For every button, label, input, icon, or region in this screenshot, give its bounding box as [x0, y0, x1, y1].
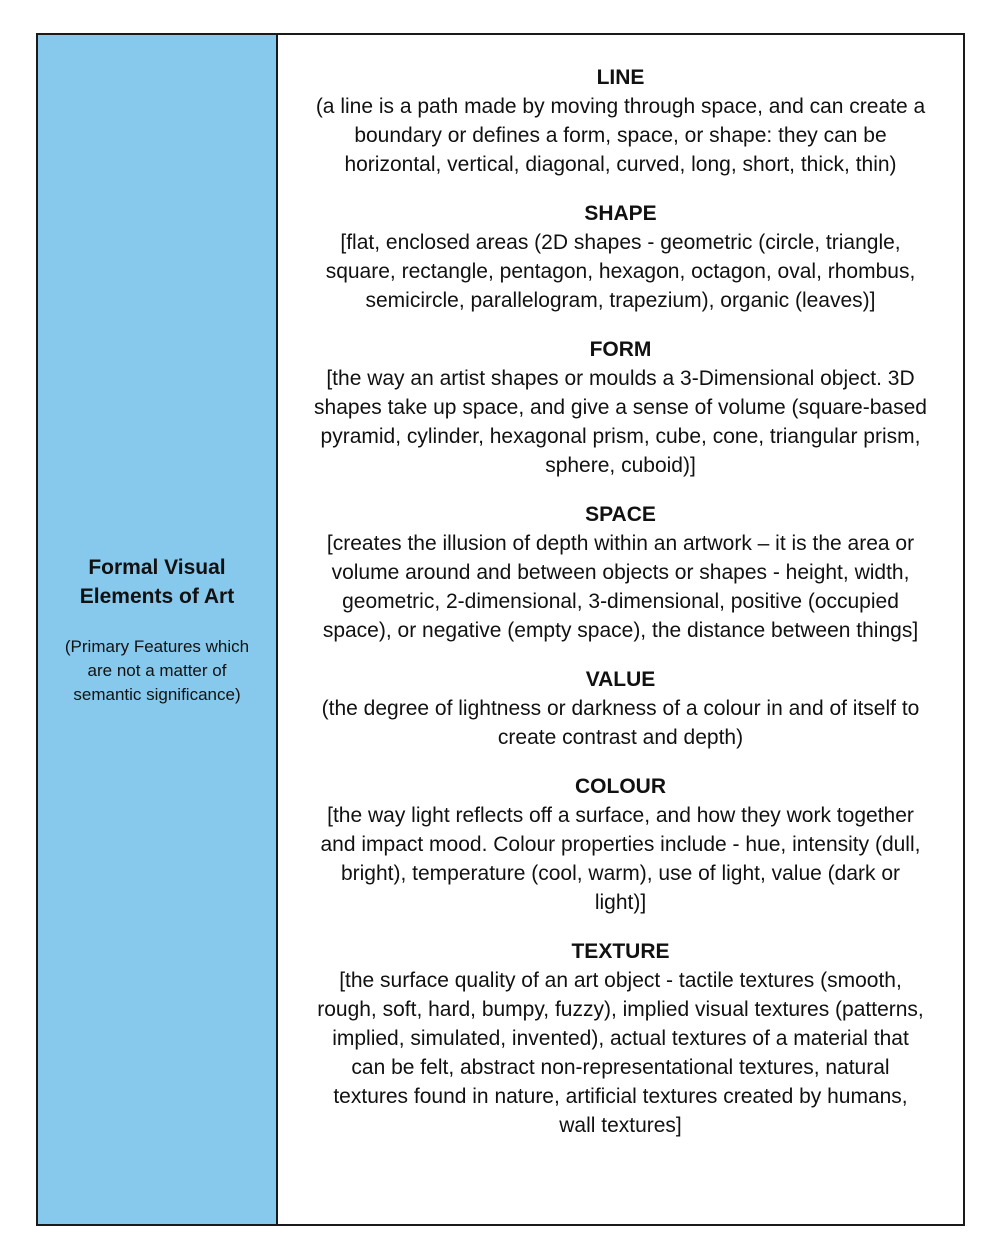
element-description	[288, 529, 953, 645]
element-name: FORM	[589, 338, 652, 361]
description-line: [the surface quality of an art object - tactile textures (smooth,	[339, 969, 902, 992]
description-line: space), or negative (empty space), the distance between things]	[322, 619, 919, 642]
description-line: [the way an artist shapes or moulds a 3-Dimensional object. 3D	[326, 367, 915, 390]
category-subtitle-line: are not a matter of	[87, 660, 227, 680]
description-line: rough, soft, hard, bumpy, fuzzy), implied visual textures (patterns,	[317, 998, 924, 1021]
element-line	[288, 63, 953, 179]
description-line: create contrast and depth)	[497, 726, 744, 749]
element-texture	[288, 937, 953, 1140]
element-description	[288, 694, 953, 752]
element-form	[288, 335, 953, 480]
category-subtitle-line: semantic significance)	[73, 684, 241, 704]
description-line: (the degree of lightness or darkness of a colour in and of itself to	[321, 697, 920, 720]
description-line: light)]	[594, 891, 647, 914]
description-line: can be felt, abstract non-representational textures, natural	[351, 1056, 890, 1079]
category-title	[80, 553, 234, 611]
description-line: boundary or defines a form, space, or shape: they can be	[354, 124, 887, 147]
description-line: (a line is a path made by moving through space, and can create a	[315, 95, 926, 118]
element-description	[288, 364, 953, 480]
element-description	[288, 92, 953, 179]
category-cell	[38, 35, 278, 1224]
element-description	[288, 228, 953, 315]
description-line: textures found in nature, artificial textures created by humans,	[333, 1085, 908, 1108]
element-name: COLOUR	[575, 775, 666, 798]
elements-list	[278, 35, 963, 1224]
element-shape	[288, 199, 953, 315]
category-title-line: Formal Visual	[88, 555, 226, 579]
element-description	[288, 966, 953, 1140]
element-name: SPACE	[585, 503, 656, 526]
category-subtitle-line: (Primary Features which	[64, 636, 250, 656]
element-description	[288, 801, 953, 917]
category-subtitle	[65, 635, 249, 707]
description-line: shapes take up space, and give a sense of volume (square-based	[314, 396, 927, 419]
description-line: pyramid, cylinder, hexagonal prism, cube, cone, triangular prism,	[320, 425, 921, 448]
description-line: and impact mood. Colour properties include - hue, intensity (dull,	[320, 833, 921, 856]
element-colour	[288, 772, 953, 917]
element-name: SHAPE	[584, 202, 657, 225]
element-name: VALUE	[585, 668, 656, 691]
description-line: volume around and between objects or shapes - height, width,	[331, 561, 910, 584]
description-line: implied, simulated, invented), actual textures of a material that	[332, 1027, 909, 1050]
elements-table	[36, 33, 965, 1226]
description-line: [flat, enclosed areas (2D shapes - geometric (circle, triangle,	[340, 231, 901, 254]
description-line: square, rectangle, pentagon, hexagon, octagon, oval, rhombus,	[325, 260, 916, 283]
description-line: wall textures]	[559, 1114, 682, 1137]
element-space	[288, 500, 953, 645]
description-line: geometric, 2-dimensional, 3-dimensional, positive (occupied	[342, 590, 899, 613]
element-value	[288, 665, 953, 752]
element-name: TEXTURE	[571, 940, 670, 963]
description-line: semicircle, parallelogram, trapezium), organic (leaves)]	[365, 289, 876, 312]
element-name: LINE	[596, 66, 645, 89]
description-line: horizontal, vertical, diagonal, curved, long, short, thick, thin)	[344, 153, 897, 176]
category-title-line: Elements of Art	[79, 584, 235, 608]
description-line: bright), temperature (cool, warm), use of light, value (dark or	[340, 862, 901, 885]
description-line: [creates the illusion of depth within an artwork – it is the area or	[326, 532, 915, 555]
description-line: sphere, cuboid)]	[545, 454, 696, 477]
description-line: [the way light reflects off a surface, and how they work together	[327, 804, 914, 827]
